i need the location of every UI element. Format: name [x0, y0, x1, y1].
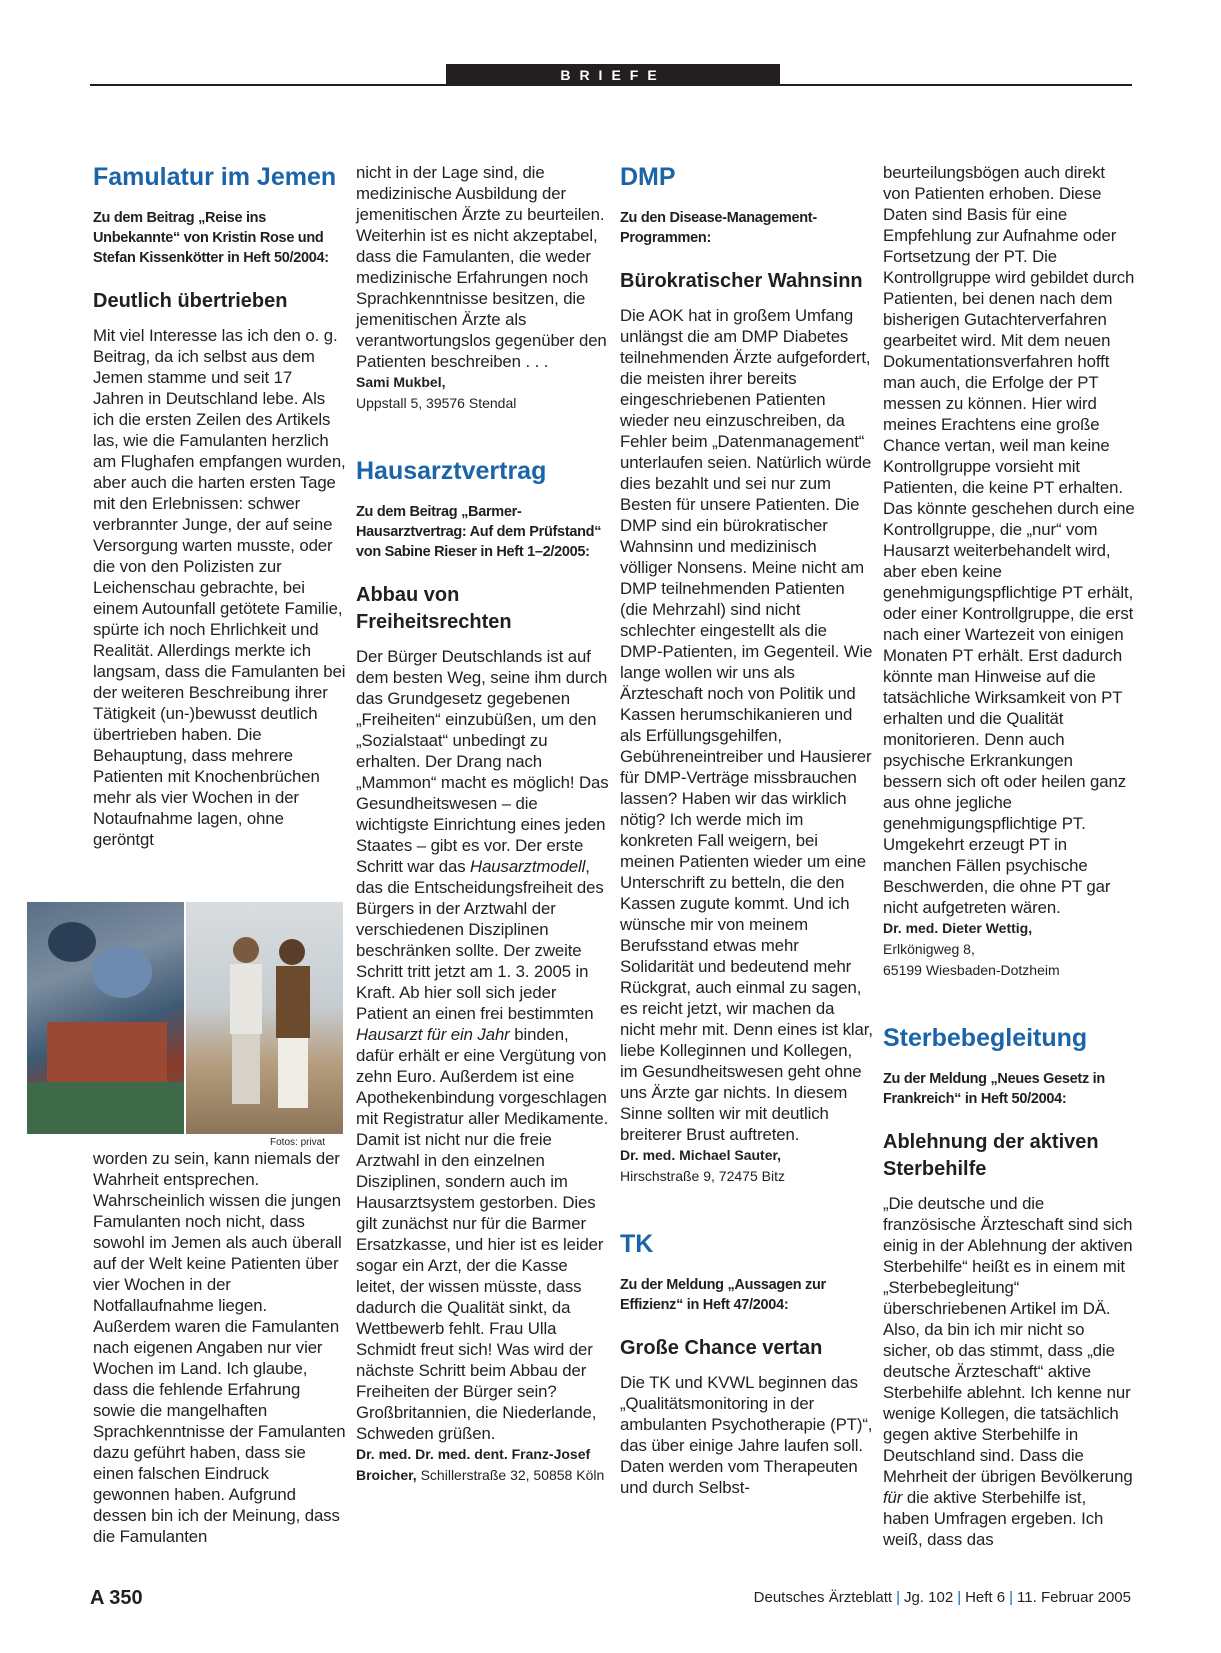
article-title-famulatur: Famulatur im Jemen: [93, 163, 337, 191]
letter-headline: Deutlich übertrieben: [93, 290, 288, 312]
journal-date: 11. Februar 2005: [1017, 1589, 1131, 1606]
letter-author: Dr. med. Dr. med. dent. Franz-Josef Broicher, Schillerstraße 32, 50858 Köln: [356, 1446, 605, 1483]
article-title-hausarzt: Hausarztvertrag: [356, 457, 547, 485]
letter-body: Die AOK hat in großem Umfang unlängst die am DMP Diabetes teilnehmenden Ärzte aufgefordert, die meisten ihrer bereits eingeschriebenen Patienten wieder neu einzuschreiben, da Fehler beim „Datenmanagement“ unterlaufen seien. Natürlich würde dies bezahlt und sei nur zum Besten für unsere Patienten. Die DMP sind ein bürokratischer Wahnsinn und medizinisch völliger Nonsens. Meine nicht am DMP teilnehmenden Patienten (die Mehrzahl) sind nicht schlechter eingestellt als die DMP-Patienten, im Gegenteil. Wie lange wollen wir uns als Ärzteschaft noch von Politik und Kassen herumschikanieren und als Erfüllungsgehilfen, Gebühreneintreiber und Hausierer für DMP-Verträge missbrauchen lassen? Haben wir das wirklich nötig? Ich werde mich im konkreten Fall weigern, bei meinen Patienten wieder um eine Unterschrift zu betteln, die den Kassen zugute kommt. Und ich wünsche mir von meinem Berufsstand etwas mehr Solidarität und bedeutend mehr Rückgrat, auch einmal zu sagen, es reicht jetzt, wir machen da nicht mehr mit. Denn eines ist klar, liebe Kolleginnen und Kollegen, im Gesundheitswesen geht ohne uns Ärzte gar nichts. In diesem Sinne sollten wir mit deutlich breiterer Brust auftreten.: [620, 306, 873, 1144]
article-reference: Zu dem Beitrag „Reise ins Unbekannte“ von Kristin Rose und Stefan Kissenkötter in Heft 50/2004:: [93, 210, 329, 266]
article-reference: Zu den Disease-Management-Programmen:: [620, 210, 817, 246]
letter-headline: Bürokratischer Wahnsinn: [620, 270, 863, 292]
header-rule: [90, 84, 1132, 86]
column-4: [883, 162, 1136, 1550]
article-title-sterbe: Sterbebegleitung: [883, 1024, 1088, 1052]
letter-headline: Große Chance vertan: [620, 1337, 823, 1359]
article-reference: Zu der Meldung „Neues Gesetz in Frankreich“ in Heft 50/2004:: [883, 1071, 1105, 1107]
article-title-dmp: DMP: [620, 163, 676, 191]
journal-name: Deutsches Ärzteblatt: [753, 1589, 893, 1606]
letter-address: Uppstall 5, 39576 Stendal: [356, 395, 517, 411]
column-1: [93, 162, 346, 850]
letter-author: Dr. med. Michael Sauter,: [620, 1147, 782, 1163]
surgery-photo: [27, 902, 184, 1134]
journal-issue: Heft 6: [965, 1589, 1006, 1606]
journal-footer: Deutsches Ärzteblatt | Jg. 102 | Heft 6 | 11. Februar 2005: [753, 1589, 1131, 1606]
letter-address: Hirschstraße 9, 72475 Bitz: [620, 1168, 785, 1184]
letter-body: „Die deutsche und die französische Ärzteschaft sind sich einig in der Ablehnung der aktiven Sterbehilfe“ heißt es in einem mit „Sterbebegleitung“ überschriebenen Artikel im DÄ. Also, da bin ich mir nicht so sicher, ob das stimmt, dass „die deutsche Ärzteschaft“ aktive Sterbehilfe ablehnt. Ich kenne nur wenige Kollegen, die tatsächlich gegen aktive Sterbehilfe in Deutschland sind. Dass die Mehrheit der übrigen Bevölkerung für die aktive Sterbehilfe ist, haben Umfragen ergeben. Ich weiß, dass das: [883, 1194, 1133, 1549]
letter-body-continued: beurteilungsbögen auch direkt von Patienten erhoben. Diese Daten sind Basis für eine Empfehlung zur Aufnahme oder Fortsetzung der PT. Die Kontrollgruppe wird gebildet durch Patienten, bei denen nach dem bisherigen Gutachterverfahren gearbeitet wird. Mit dem neuen Dokumentationsverfahren hofft man auch, die Erfolge der PT messen zu können. Hier wird meines Erachtens eine große Chance vertan, weil man keine Kontrollgruppe vorsieht mit Patienten, die keine PT erhalten. Das könnte geschehen durch eine Kontrollgruppe, die „nur“ vom Hausarzt weiterbehandelt wird, aber eben keine genehmigungspflichtige PT erhält, oder einer Kontrollgruppe, die erst nach einer Wartezeit von einigen Monaten PT erhält. Erst dadurch könnte man Hinweise auf die tatsächliche Wirksamkeit von PT erhalten und die Qualität monitorieren. Denn auch psychische Erkrankungen bessern sich oft oder heilen ganz aus ohne jegliche genehmigungspflichtige PT. Umgekehrt erzeugt PT in manchen Fällen psychische Beschwerden, die ohne PT gar nicht aufgetreten wären.: [883, 163, 1135, 917]
letter-body-continued: nicht in der Lage sind, die medizinische Ausbildung der jemenitischen Ärzte zu beurteilen. Weiterhin ist es nicht akzeptabel, dass die Famulanten, die weder medizinische Erfahrungen noch Sprachkenntnisse besitzen, die jemenitischen Ärzte als verantwortungslos gegenüber den Patienten beschreiben . . .: [356, 163, 607, 371]
column-2: [356, 162, 609, 1486]
article-title-tk: TK: [620, 1230, 654, 1258]
article-reference: Zu der Meldung „Aussagen zur Effizienz“ in Heft 47/2004:: [620, 1277, 826, 1313]
students-photo: [186, 902, 343, 1134]
letter-body-continued: worden zu sein, kann niemals der Wahrheit entsprechen. Wahrscheinlich wissen die jungen Famulanten noch nicht, dass sowohl im Jemen als auch überall auf der Welt keine Patienten über vier Wochen in der Notfallaufnahme liegen. Außerdem waren die Famulanten nach eigenen Angaben nur vier Wochen im Land. Ich glaube, dass die fehlende Erfahrung sowie die mangelhaften Sprachkenntnisse der Famulanten dazu geführt haben, dass sie einen falschen Eindruck gewonnen haben. Aufgrund dessen bin ich der Meinung, dass die Famulanten: [93, 1149, 346, 1546]
letter-body: Der Bürger Deutschlands ist auf dem besten Weg, seine ihm durch das Grundgesetz gegebenen „Freiheiten“ einzubüßen, um den „Sozialstaat“ unbedingt zu erhalten. Der Drang nach „Mammon“ macht es möglich! Das Gesundheitswesen – die wichtigste Einrichtung eines jeden Staates – gibt es vor. Der erste Schritt war das Hausarztmodell, das die Entscheidungsfreiheit des Bürgers in der Arztwahl der verschiedenen Disziplinen beschränken sollte. Der zweite Schritt tritt jetzt am 1. 3. 2005 in Kraft. Ab hier soll sich jeder Patient an einen frei bestimmten Hausarzt für ein Jahr binden, dafür erhält er eine Vergütung von zehn Euro. Außerdem ist eine Apothekenbindung vorgeschlagen mit Registratur aller Medikamente. Damit ist nicht nur die freie Arztwahl in den einzelnen Disziplinen, sondern auch im Hausarztsystem gestorben. Dies gilt zunächst nur für die Barmer Ersatzkasse, und hier ist es leider sogar ein Arzt, der die Kasse leitet, der wissen müsste, dass dadurch die Qualität sinkt, da Wettbewerb fehlt. Frau Ulla Schmidt freut sich! Was wird der nächste Schritt beim Abbau der Freiheiten der Bürger sein? Großbritannien, die Niederlande, Schweden grüßen.: [356, 647, 609, 1443]
journal-volume: Jg. 102: [903, 1589, 954, 1606]
section-header: BRIEFE: [446, 64, 780, 86]
letter-address: Erlkönigweg 8,: [883, 941, 975, 957]
letter-headline: Abbau von Freiheitsrechten: [356, 584, 512, 633]
column-1-continued: [93, 1148, 346, 1547]
letter-author: Dr. med. Dieter Wettig,: [883, 920, 1033, 936]
letter-body: Mit viel Interesse las ich den o. g. Beitrag, da ich selbst aus dem Jemen stamme und seit 17 Jahren in Deutschland lebe. Als ich die ersten Zeilen des Artikels las, wie die Famulanten herzlich am Flughafen empfangen wurden, aber auch die harten ersten Tage mit den Erlebnissen: schwer verbrannter Junge, der auf seine Versorgung warten musste, oder die von den Polizisten zur Leichenschau gebrachte, bei einem Autounfall getötete Familie, spürte ich noch Ehrlichkeit und Realität. Allerdings merkte ich langsam, dass die Famulanten bei der weiteren Beschreibung ihrer Tätigkeit (un-)bewusst deutlich übertrieben haben. Die Behauptung, dass mehrere Patienten mit Knochenbrüchen mehr als vier Wochen in der Notaufnahme lagen, ohne geröntgt: [93, 326, 346, 849]
letter-author: Sami Mukbel,: [356, 374, 446, 390]
letter-body: Die TK und KVWL beginnen das „Qualitätsmonitoring in der ambulanten Psychotherapie (PT)“, das über einige Jahre laufen soll. Daten werden vom Therapeuten und durch Selbst-: [620, 1373, 873, 1497]
letter-address: 65199 Wiesbaden-Dotzheim: [883, 962, 1060, 978]
page-number: A 350: [90, 1587, 143, 1609]
article-reference: Zu dem Beitrag „Barmer-Hausarztvertrag: Auf dem Prüfstand“ von Sabine Rieser in Heft 1–2/2005:: [356, 504, 602, 560]
photo-credit: Fotos: privat: [270, 1137, 326, 1148]
photo-block: [27, 902, 343, 1134]
letter-headline: Ablehnung der aktiven Sterbehilfe: [883, 1131, 1099, 1180]
column-3: [620, 162, 873, 1498]
